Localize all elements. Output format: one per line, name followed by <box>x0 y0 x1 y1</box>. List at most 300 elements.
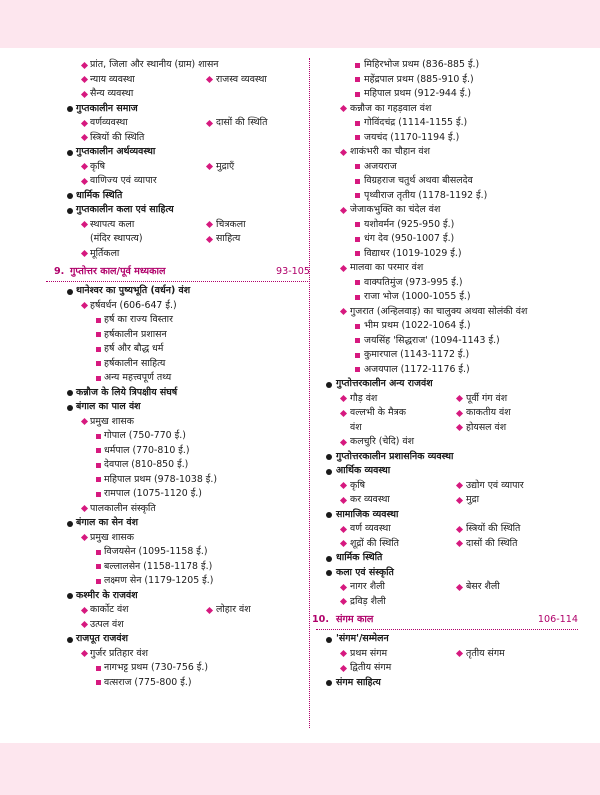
toc-entry <box>46 247 310 262</box>
toc-entry-text: आर्थिक व्यवस्था <box>336 465 391 476</box>
toc-entry-text: कृषि <box>350 479 366 491</box>
bullet-icon <box>456 482 463 489</box>
toc-entry-text: हर्ष और बौद्ध धर्म <box>104 343 164 354</box>
toc-entry-text: विद्याधर (1019-1029 ई.) <box>364 247 462 259</box>
toc-entry <box>46 357 310 372</box>
bullet-icon <box>355 164 360 169</box>
chapter-title: गुप्तोत्तर काल/पूर्व मध्यकाल <box>70 266 166 277</box>
bullet-icon <box>67 405 73 411</box>
toc-entry-text: साहित्य <box>216 233 241 244</box>
bullet-icon <box>326 382 332 388</box>
bullet-icon <box>456 650 463 657</box>
toc-entry-text: मिहिरभोज प्रथम (836-885 ई.) <box>364 59 480 70</box>
toc-entry <box>46 131 310 146</box>
toc-entry-text: सामाजिक व्यवस्था <box>336 508 399 520</box>
bullet-icon <box>96 434 101 439</box>
bullet-icon <box>456 496 463 503</box>
toc-entry <box>316 131 578 146</box>
bullet-icon <box>81 61 88 68</box>
toc-entry-text: प्रांत, जिला और स्थानीय (ग्राम) शासन <box>90 59 219 70</box>
toc-entry-second <box>466 392 507 407</box>
bullet-icon <box>67 289 73 295</box>
toc-entry <box>316 406 578 421</box>
toc-entry-text: कार्कोट वंश <box>90 604 129 615</box>
toc-entry-text: वाक्पतिमुंज (973-995 ई.) <box>364 276 463 288</box>
bullet-icon <box>81 250 88 257</box>
toc-entry <box>316 632 578 647</box>
toc-entry-text: वर्ण व्यवस्था <box>350 523 391 534</box>
toc-entry <box>316 218 578 233</box>
toc-entry-text: कला एवं संस्कृति <box>336 566 394 578</box>
toc-entry-text: विग्रहराज चतुर्थ अथवा बीसलदेव <box>364 175 473 186</box>
toc-entry <box>316 305 578 320</box>
toc-entry <box>316 551 578 566</box>
bullet-icon <box>81 302 88 309</box>
bullet-icon <box>81 177 88 184</box>
toc-entry <box>46 618 310 633</box>
toc-entry <box>46 218 310 233</box>
toc-entry <box>46 328 310 343</box>
toc-entry <box>46 516 310 531</box>
toc-entry-text: गुप्तोत्तरकालीन प्रशासनिक व्यवस्था <box>336 450 454 462</box>
toc-entry <box>46 647 310 662</box>
toc-entry-text: कुमारपाल (1143-1172 ई.) <box>364 349 470 360</box>
toc-entry-text: वर्णव्यवस्था <box>90 117 128 128</box>
bullet-icon <box>67 637 73 643</box>
toc-entry <box>46 87 310 102</box>
toc-entry-text: मालवा का परमार वंश <box>350 262 424 273</box>
toc-entry-text: प्रथम संगम <box>350 647 388 659</box>
toc-entry <box>316 661 578 676</box>
toc-entry-second <box>466 580 500 595</box>
toc-entry <box>316 493 578 508</box>
toc-entry <box>316 319 578 334</box>
toc-entry-text: जयचंद (1170-1194 ई.) <box>364 131 460 143</box>
toc-entry-text: नागर शैली <box>350 581 385 592</box>
bullet-icon <box>340 409 347 416</box>
toc-entry-text: चित्रकला <box>216 218 246 230</box>
toc-entry <box>316 464 578 479</box>
toc-entry-text: स्त्रियों की स्थिति <box>466 523 521 534</box>
toc-entry-text: होयसल वंश <box>466 421 507 433</box>
toc-entry-text: वल्लभी के मैत्रक <box>350 407 406 418</box>
bullet-icon <box>96 666 101 671</box>
toc-entry-text: कन्नौज के लिये त्रिपक्षीय संघर्ष <box>76 386 178 398</box>
bullet-icon <box>81 119 88 126</box>
toc-entry <box>46 560 310 575</box>
bullet-icon <box>456 409 463 416</box>
toc-entry-text: धार्मिक स्थिति <box>76 189 123 201</box>
toc-entry-text: पालकालीन संस्कृति <box>90 502 156 514</box>
toc-entry <box>316 203 578 218</box>
toc-entry <box>316 595 578 610</box>
toc-entry <box>316 450 578 465</box>
toc-entry <box>316 247 578 262</box>
toc-entry <box>316 377 578 392</box>
toc-entry-text: धर्मपाल (770-810 ई.) <box>104 444 190 456</box>
bullet-icon <box>96 680 101 685</box>
toc-entry-text: संगम साहित्य <box>336 676 381 688</box>
bullet-icon <box>81 606 88 613</box>
toc-entry <box>316 261 578 276</box>
bullet-icon <box>67 593 73 599</box>
bullet-icon <box>355 280 360 285</box>
toc-entry <box>316 276 578 291</box>
toc-entry-text: शाकंभरी का चौहान वंश <box>350 146 431 157</box>
bullet-icon <box>456 525 463 532</box>
toc-right-column <box>312 58 578 690</box>
toc-entry-text: बंगाल का सेन वंश <box>76 517 138 528</box>
bullet-icon <box>340 496 347 503</box>
toc-entry-text: बंगाल का पाल वंश <box>76 401 141 412</box>
toc-entry <box>316 676 578 691</box>
toc-entry <box>316 87 578 102</box>
bullet-icon <box>340 598 347 605</box>
toc-entry-text: महिपाल प्रथम (912-944 ई.) <box>364 88 472 99</box>
bullet-icon <box>206 119 213 126</box>
toc-entry-text: अन्य महत्त्वपूर्ण तथ्य <box>104 372 172 383</box>
toc-entry-text: अजयपाल (1172-1176 ई.) <box>364 363 470 375</box>
toc-entry-text: गुप्तकालीन अर्थव्यवस्था <box>76 146 156 157</box>
bullet-icon <box>355 77 360 82</box>
toc-entry-text: द्रविड़ शैली <box>350 595 386 607</box>
bullet-icon <box>206 163 213 170</box>
toc-entry-text: नागभट्ट प्रथम (730-756 ई.) <box>104 662 209 673</box>
chapter-pages: 106-114 <box>537 614 578 625</box>
bullet-icon <box>81 221 88 228</box>
toc-entry <box>316 363 578 378</box>
chapter-number: 10. <box>312 614 329 625</box>
toc-entry-text: वंश <box>350 421 362 433</box>
toc-entry-text: कन्नौज का गहड़वाल वंश <box>350 102 432 114</box>
bullet-icon <box>96 550 101 555</box>
toc-entry <box>46 371 310 386</box>
bullet-icon <box>340 148 347 155</box>
bullet-icon <box>326 637 332 643</box>
toc-entry <box>46 545 310 560</box>
toc-entry <box>46 487 310 502</box>
toc-entry <box>316 116 578 131</box>
toc-entry-text: स्त्रियों की स्थिति <box>90 131 145 143</box>
toc-entry-text: उद्योग एवं व्यापार <box>466 479 524 491</box>
toc-entry <box>316 537 578 552</box>
toc-entry <box>316 58 578 73</box>
bullet-icon <box>340 650 347 657</box>
toc-entry <box>316 102 578 117</box>
toc-entry-second <box>466 493 479 508</box>
toc-entry-text: वत्सराज (775-800 ई.) <box>104 676 192 688</box>
toc-entry-text: महिपाल प्रथम (978-1038 ई.) <box>104 473 218 485</box>
bullet-icon <box>96 492 101 497</box>
toc-entry-text: रामपाल (1075-1120 ई.) <box>104 488 202 499</box>
bullet-icon <box>67 193 73 199</box>
toc-entry <box>46 189 310 204</box>
bullet-icon <box>340 308 347 315</box>
toc-entry-text: जेजाकभुक्ति का चंदेल वंश <box>350 204 441 215</box>
toc-entry <box>316 348 578 363</box>
toc-entry <box>46 299 310 314</box>
toc-entry-second <box>216 116 267 131</box>
toc-entry <box>46 313 310 328</box>
bullet-icon <box>456 395 463 402</box>
toc-entry-text: लक्ष्मण सेन (1179-1205 ई.) <box>104 575 214 586</box>
toc-entry-text: गौड़ वंश <box>350 392 378 404</box>
bullet-icon <box>340 395 347 402</box>
toc-entry <box>46 589 310 604</box>
toc-entry-text: राजस्व व्यवस्था <box>216 73 267 85</box>
bullet-icon <box>81 134 88 141</box>
toc-entry-text: शूद्रों की स्थिति <box>350 537 400 549</box>
toc-entry <box>316 290 578 305</box>
toc-entry <box>46 102 310 117</box>
toc-entry-text: बेसर शैली <box>466 581 500 592</box>
toc-entry-text: द्वितीय संगम <box>350 662 392 673</box>
toc-entry-text: हर्षवर्धन (606-647 ई.) <box>90 299 177 311</box>
toc-entry-text: लोहार वंश <box>216 604 251 615</box>
toc-entry <box>46 502 310 517</box>
toc-entry-second <box>466 522 520 537</box>
toc-entry-text: राजा भोज (1000-1055 ई.) <box>364 291 471 302</box>
toc-entry-text: गोपाल (750-770 ई.) <box>104 430 186 441</box>
toc-entry <box>316 174 578 189</box>
bullet-icon <box>340 664 347 671</box>
bullet-icon <box>326 570 332 576</box>
toc-entry <box>316 392 578 407</box>
bullet-icon <box>340 540 347 547</box>
toc-entry <box>316 580 578 595</box>
bullet-icon <box>355 251 360 256</box>
bullet-icon <box>326 680 332 686</box>
toc-entry <box>46 574 310 589</box>
toc-entry-text: हर्ष का राज्य विस्तार <box>104 314 173 325</box>
bullet-icon <box>340 105 347 112</box>
bullet-icon <box>96 376 101 381</box>
bullet-icon <box>206 76 213 83</box>
toc-entry <box>46 174 310 189</box>
toc-entry <box>46 531 310 546</box>
toc-entry <box>46 116 310 131</box>
bullet-icon <box>96 463 101 468</box>
toc-entry <box>46 58 310 73</box>
bullet-icon <box>340 583 347 590</box>
toc-entry <box>46 676 310 691</box>
bullet-icon <box>67 208 73 214</box>
toc-entry <box>316 421 578 436</box>
toc-entry <box>46 160 310 175</box>
toc-entry <box>46 458 310 473</box>
toc-entry-text: दासों की स्थिति <box>216 117 268 128</box>
toc-entry-second <box>216 73 267 88</box>
toc-entry <box>46 632 310 647</box>
bullet-icon <box>96 448 101 453</box>
bullet-icon <box>96 318 101 323</box>
toc-entry <box>316 508 578 523</box>
toc-entry <box>316 435 578 450</box>
toc-entry <box>46 145 310 160</box>
toc-entry-text: न्याय व्यवस्था <box>90 73 135 85</box>
toc-entry-text: हर्षकालीन प्रशासन <box>104 328 167 340</box>
bullet-icon <box>355 324 360 329</box>
toc-entry <box>316 232 578 247</box>
bullet-icon <box>340 206 347 213</box>
bullet-icon <box>326 512 332 518</box>
bullet-icon <box>355 237 360 242</box>
toc-entry-text: कलचुरि (चेदि) वंश <box>350 436 414 447</box>
bullet-icon <box>456 540 463 547</box>
toc-entry <box>46 415 310 430</box>
toc-entry-text: गुप्तोत्तरकालीन अन्य राजवंश <box>336 378 433 389</box>
bullet-icon <box>96 361 101 366</box>
bullet-icon <box>81 650 88 657</box>
toc-entry-text: अजयराज <box>364 160 397 172</box>
bullet-icon <box>81 505 88 512</box>
bullet-icon <box>67 106 73 112</box>
toc-entry <box>46 473 310 488</box>
toc-entry <box>316 189 578 204</box>
bullet-icon <box>355 92 360 97</box>
bullet-icon <box>81 534 88 541</box>
toc-entry <box>316 334 578 349</box>
toc-entry <box>46 203 310 218</box>
toc-entry <box>316 73 578 88</box>
toc-entry <box>316 479 578 494</box>
chapter-pages: 93-105 <box>276 266 310 277</box>
toc-entry <box>46 429 310 444</box>
bullet-icon <box>340 482 347 489</box>
bullet-icon <box>355 179 360 184</box>
toc-entry <box>46 342 310 357</box>
toc-entry-text: कर व्यवस्था <box>350 494 390 505</box>
bullet-icon <box>81 621 88 628</box>
chapter-heading <box>46 263 310 282</box>
bullet-icon <box>355 193 360 198</box>
bullet-icon <box>456 424 463 431</box>
toc-entry-text: विजयसेन (1095-1158 ई.) <box>104 546 208 557</box>
bullet-icon <box>326 469 332 475</box>
toc-entry <box>316 647 578 662</box>
toc-entry <box>316 566 578 581</box>
bullet-icon <box>340 264 347 271</box>
bullet-icon <box>326 556 332 562</box>
toc-entry-text: कृषि <box>90 160 106 172</box>
toc-left-column <box>46 58 310 690</box>
toc-entry-text: 'संगम'/सम्मेलन <box>336 633 389 644</box>
bullet-icon <box>340 438 347 445</box>
bullet-icon <box>81 418 88 425</box>
toc-entry-second <box>466 647 505 662</box>
toc-entry <box>316 522 578 537</box>
toc-entry-text: थानेश्वर का पुष्यभूति (वर्धन) वंश <box>76 285 191 296</box>
toc-entry-text: उत्पल वंश <box>90 618 124 630</box>
toc-entry <box>46 232 310 247</box>
toc-entry-text: प्रमुख शासक <box>90 415 134 427</box>
toc-entry-text: पृथ्वीराज तृतीय (1178-1192 ई.) <box>364 189 488 201</box>
bullet-icon <box>96 347 101 352</box>
chapter-heading <box>312 611 578 630</box>
bullet-icon <box>355 353 360 358</box>
bullet-icon <box>81 90 88 97</box>
toc-entry-text: मुद्राएँ <box>216 160 235 172</box>
toc-entry <box>46 444 310 459</box>
toc-entry-second <box>216 232 240 247</box>
toc-entry <box>46 603 310 618</box>
bullet-icon <box>67 521 73 527</box>
toc-entry-text: तृतीय संगम <box>466 647 505 659</box>
toc-entry <box>46 284 310 299</box>
toc-entry-text: बल्लालसेन (1158-1178 ई.) <box>104 560 213 572</box>
toc-entry-text: गोविंदचंद्र (1114-1155 ई.) <box>364 117 468 128</box>
toc-entry-text: हर्षकालीन साहित्य <box>104 357 166 369</box>
toc-entry <box>46 386 310 401</box>
toc-entry <box>316 145 578 160</box>
toc-entry-second <box>466 537 517 552</box>
bullet-icon <box>206 606 213 613</box>
bullet-icon <box>81 163 88 170</box>
toc-entry <box>316 160 578 175</box>
bullet-icon <box>355 222 360 227</box>
bullet-icon <box>81 76 88 83</box>
toc-page <box>0 48 600 743</box>
toc-entry-text: प्रमुख शासक <box>90 531 134 543</box>
toc-entry-second <box>216 218 246 233</box>
toc-entry-text: धंग देव (950-1007 ई.) <box>364 233 455 244</box>
toc-entry-text: गुप्तकालीन समाज <box>76 102 138 114</box>
bullet-icon <box>340 525 347 532</box>
toc-entry-second <box>216 603 251 618</box>
toc-entry-text: जयसिंह 'सिद्धराज' (1094-1143 ई.) <box>364 334 500 346</box>
toc-entry <box>46 661 310 676</box>
toc-entry-text: दासों की स्थिति <box>466 537 518 549</box>
toc-entry-text: सैन्य व्यवस्था <box>90 88 134 99</box>
toc-entry-text: देवपाल (810-850 ई.) <box>104 459 189 470</box>
toc-entry-text: मूर्तिकला <box>90 247 120 259</box>
bullet-icon <box>355 367 360 372</box>
bullet-icon <box>355 121 360 126</box>
toc-entry-text: गुजरात (अन्हिलवाड़) का चालुक्य अथवा सोलंकी वंश <box>350 305 528 317</box>
bullet-icon <box>355 338 360 343</box>
toc-entry-second <box>216 160 234 175</box>
toc-entry-text: वाणिज्य एवं व्यापार <box>90 175 157 186</box>
toc-entry-text: पूर्वी गंग वंश <box>466 392 508 404</box>
toc-entry-text: गुप्तकालीन कला एवं साहित्य <box>76 204 174 215</box>
bullet-icon <box>67 390 73 396</box>
chapter-number: 9. <box>54 266 65 277</box>
chapter-title: संगम काल <box>336 614 374 625</box>
toc-entry-second <box>466 479 524 494</box>
bullet-icon <box>355 63 360 68</box>
bullet-icon <box>96 579 101 584</box>
toc-entry <box>46 400 310 415</box>
bullet-icon <box>456 583 463 590</box>
bullet-icon <box>206 235 213 242</box>
bullet-icon <box>355 295 360 300</box>
toc-entry-text: (मंदिर स्थापत्य) <box>90 233 143 244</box>
bullet-icon <box>355 135 360 140</box>
toc-entry-text: राजपूत राजवंश <box>76 633 128 644</box>
toc-entry-text: कश्मीर के राजवंश <box>76 589 138 601</box>
toc-entry <box>46 73 310 88</box>
toc-entry-second <box>466 421 506 436</box>
bullet-icon <box>96 477 101 482</box>
toc-entry-text: धार्मिक स्थिति <box>336 552 383 563</box>
toc-entry-text: मुद्रा <box>466 494 480 505</box>
bullet-icon <box>326 454 332 460</box>
toc-entry-text: महेंद्रपाल प्रथम (885-910 ई.) <box>364 73 474 85</box>
toc-entry-text: यशोवर्मन (925-950 ई.) <box>364 218 455 230</box>
bullet-icon <box>206 221 213 228</box>
bullet-icon <box>96 564 101 569</box>
toc-entry-text: काकतीय वंश <box>466 407 511 418</box>
